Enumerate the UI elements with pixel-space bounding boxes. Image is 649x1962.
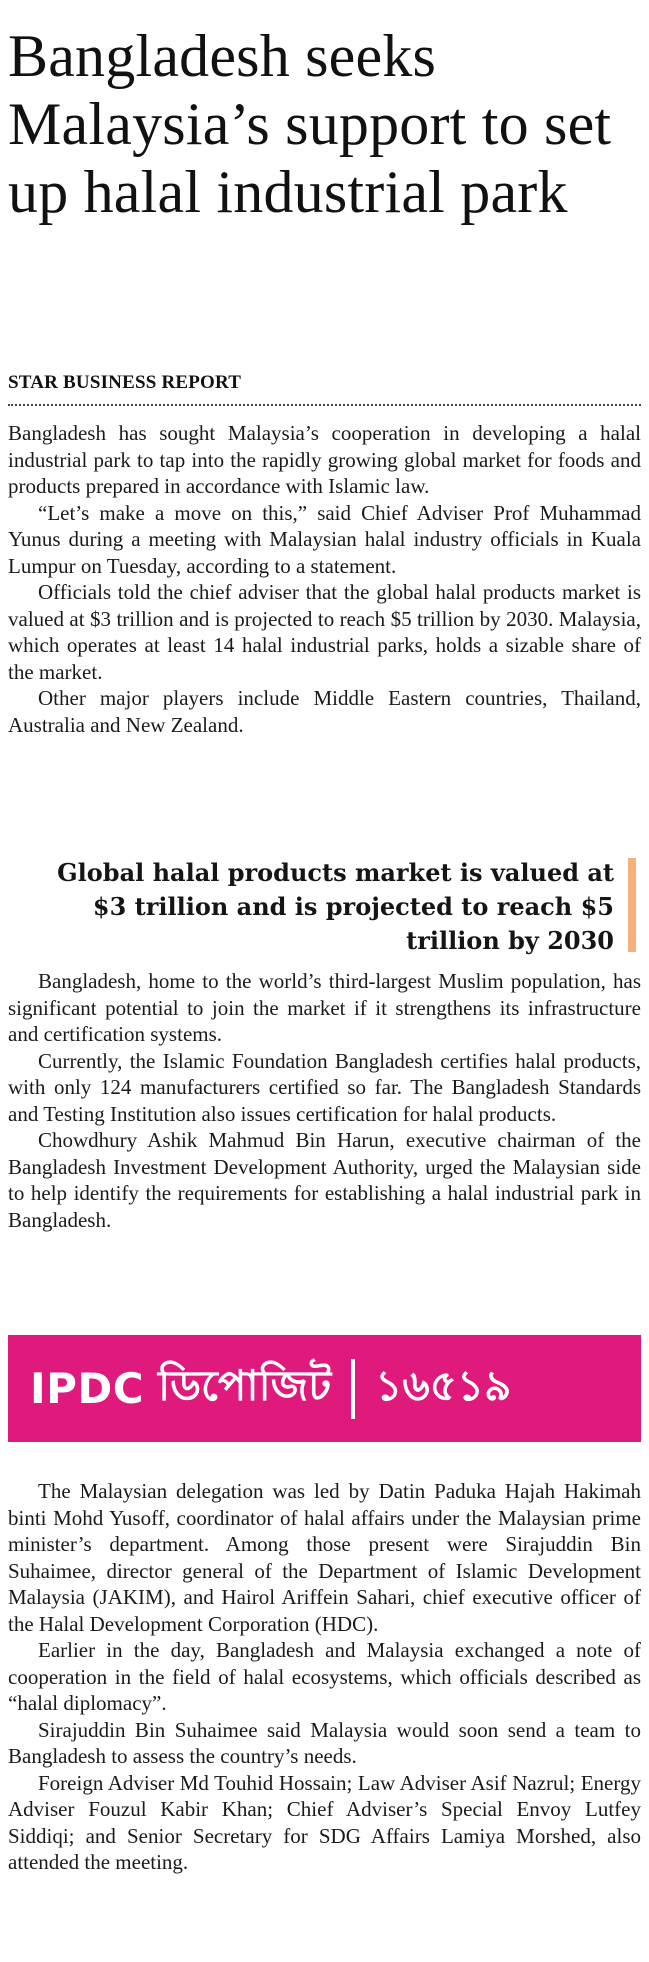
article-body-section-2 [8, 968, 641, 1233]
ipdc-deposit-advertisement[interactable] [8, 1335, 641, 1442]
paragraph: “Let’s make a move on this,” said Chief Adviser Prof Muhammad Yunus during a meeting with Malaysian halal industry officials in Kuala Lumpur on Tuesday, according to a statement. [8, 500, 641, 578]
paragraph: Foreign Adviser Md Touhid Hossain; Law Adviser Asif Nazrul; Energy Adviser Fouzul Kabir Khan; Chief Adviser’s Special Envoy Lutfey Siddiqi; and Senior Secretary for SDG Affairs Lamiya Morshed, also attended the meeting. [8, 1770, 641, 1874]
byline: STAR BUSINESS REPORT [8, 372, 242, 393]
paragraph: The Malaysian delegation was led by Datin Paduka Hajah Hakimah binti Mohd Yusoff, coordinator of halal affairs under the Malaysian prime minister’s department. Among those present were Sirajuddin Bin Suhaimee, director general of the Department of Islamic Development Malaysia (JAKIM), and Hairol Ariffein Sahari, chief executive officer of the Halal Development Corporation (HDC). [8, 1479, 641, 1636]
paragraph: Earlier in the day, Bangladesh and Malaysia exchanged a note of cooperation in the field of halal ecosystems, which officials described as “halal diplomacy”. [8, 1638, 641, 1715]
pull-quote: Global halal products market is valued at $3 trillion and is projected to reach $5 trillion by 2030 [57, 858, 614, 955]
dotted-divider [8, 404, 641, 406]
paragraph: Bangladesh has sought Malaysia’s cooperation in developing a halal industrial park to tap into the rapidly growing global market for foods and products prepared in accordance with Islamic law. [8, 421, 641, 498]
pull-quote-accent-bar [628, 858, 636, 952]
paragraph: Officials told the chief adviser that the global halal products market is valued at $3 trillion and is projected to reach $5 trillion by 2030. Malaysia, which operates at least 14 halal industrial parks, holds a sizable share of the market. [8, 580, 641, 684]
ad-separator [351, 1359, 355, 1419]
ad-hotline-number: ১৬৫১৯ [375, 1361, 512, 1410]
paragraph: Chowdhury Ashik Mahmud Bin Harun, executive chairman of the Bangladesh Investment Development Authority, urged the Malaysian side to help identify the requirements for establishing a halal industrial park in Bangladesh. [8, 1128, 641, 1232]
paragraph: Sirajuddin Bin Suhaimee said Malaysia would soon send a team to Bangladesh to assess the country’s needs. [8, 1717, 641, 1768]
paragraph: Currently, the Islamic Foundation Bangladesh certifies halal products, with only 124 manufacturers certified so far. The Bangladesh Standards and Testing Institution also issues certification for halal products. [8, 1048, 641, 1126]
headline: Bangladesh seeks Malaysia’s support to set up halal industrial park [8, 23, 612, 225]
paragraph: Bangladesh, home to the world’s third-largest Muslim population, has significant potential to join the market if it strengthens its infrastructure and certification systems. [8, 969, 641, 1046]
paragraph: Other major players include Middle Eastern countries, Thailand, Australia and New Zealand. [8, 686, 641, 737]
ad-deposit-text: ডিপোজিট [158, 1361, 332, 1410]
article-body-section-3 [8, 1478, 641, 1876]
ad-brand: IPDC [30, 1364, 145, 1413]
article-body-section-1 [8, 420, 641, 738]
